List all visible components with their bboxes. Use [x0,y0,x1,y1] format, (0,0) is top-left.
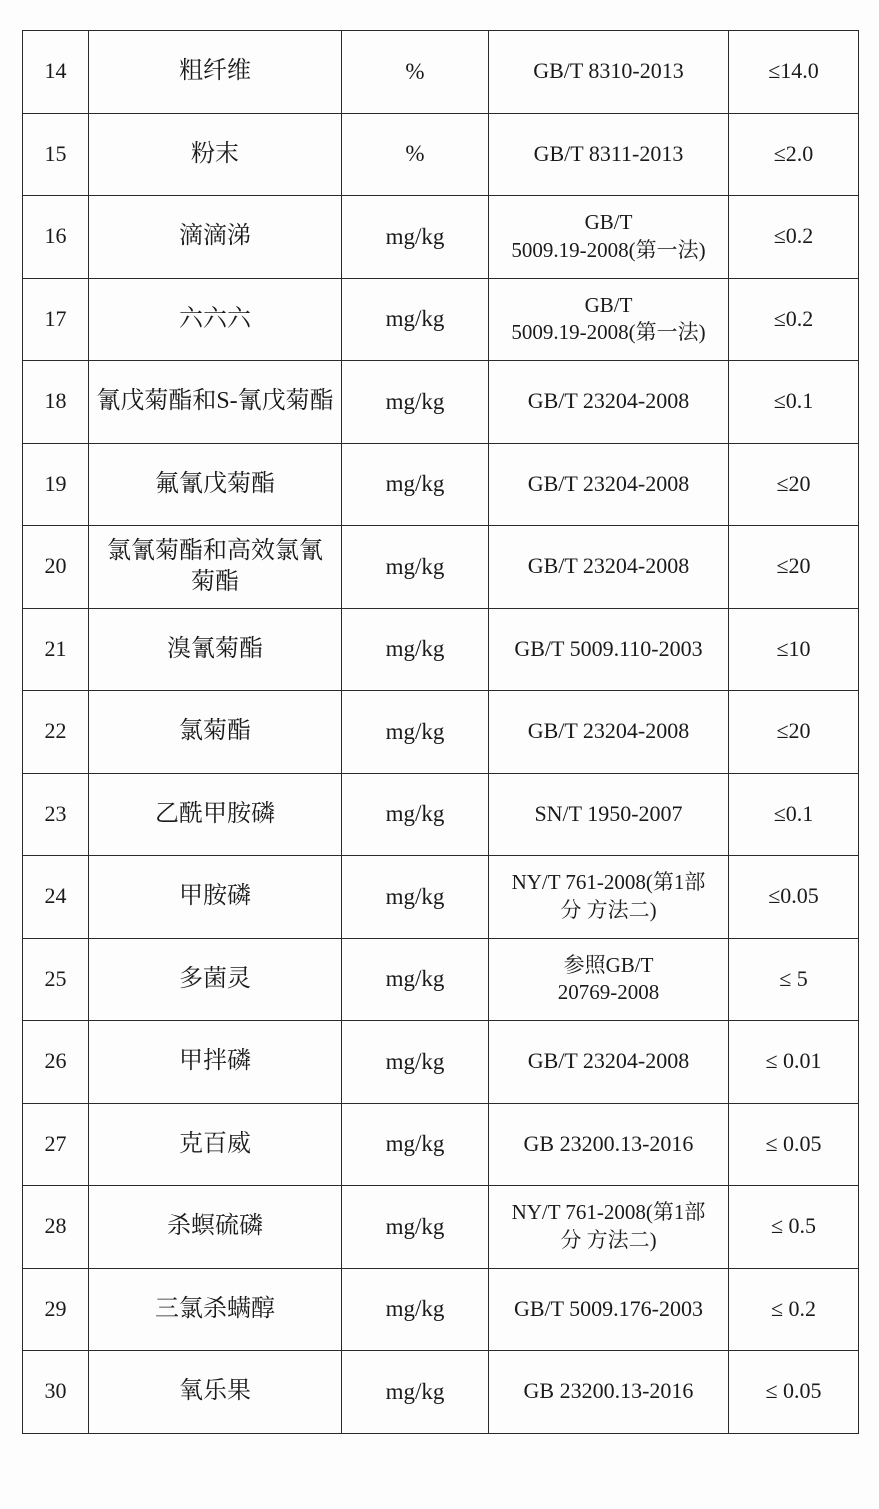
item-name: 氟氰戊菊酯 [89,443,342,526]
item-unit: mg/kg [342,773,489,856]
row-number: 17 [23,278,89,361]
item-name: 多菌灵 [89,938,342,1021]
table-row [23,773,859,856]
row-number: 23 [23,773,89,856]
test-method: GB 23200.13-2016 [489,1103,729,1186]
test-method: GB/T 23204-2008 [489,526,729,609]
limit-value: ≤ 0.01 [729,1021,859,1104]
table-body [23,31,859,1434]
table-row [23,31,859,114]
limit-value: ≤ 0.05 [729,1103,859,1186]
item-unit: mg/kg [342,1103,489,1186]
test-method: GB/T 8310-2013 [489,31,729,114]
limit-value: ≤10 [729,608,859,691]
limit-value: ≤ 5 [729,938,859,1021]
limit-value: ≤0.2 [729,278,859,361]
item-name: 滴滴涕 [89,196,342,279]
item-unit: mg/kg [342,691,489,774]
table-row [23,196,859,279]
item-unit: mg/kg [342,608,489,691]
row-number: 20 [23,526,89,609]
item-name: 氧乐果 [89,1351,342,1434]
item-unit: mg/kg [342,1186,489,1269]
row-number: 25 [23,938,89,1021]
test-method: GB/T 5009.110-2003 [489,608,729,691]
limit-value: ≤14.0 [729,31,859,114]
item-unit: mg/kg [342,856,489,939]
item-unit: mg/kg [342,278,489,361]
item-name: 克百威 [89,1103,342,1186]
limit-value: ≤20 [729,443,859,526]
item-unit: mg/kg [342,443,489,526]
table-row [23,1103,859,1186]
table-row [23,938,859,1021]
test-method: GB/T 23204-2008 [489,1021,729,1104]
limit-value: ≤20 [729,691,859,774]
test-method: GB/T 5009.176-2003 [489,1268,729,1351]
table-row [23,608,859,691]
row-number: 26 [23,1021,89,1104]
item-name: 氰戊菊酯和S-氰戊菊酯 [89,361,342,444]
table-row [23,1351,859,1434]
pesticide-limits-table-container [22,30,859,1434]
row-number: 14 [23,31,89,114]
item-unit: mg/kg [342,1351,489,1434]
row-number: 30 [23,1351,89,1434]
item-name: 氯氰菊酯和高效氯氰 菊酯 [89,526,342,609]
table-row [23,526,859,609]
row-number: 18 [23,361,89,444]
row-number: 22 [23,691,89,774]
limit-value: ≤ 0.2 [729,1268,859,1351]
item-unit: mg/kg [342,196,489,279]
row-number: 16 [23,196,89,279]
row-number: 15 [23,113,89,196]
test-method: NY/T 761-2008(第1部 分 方法二) [489,856,729,939]
item-unit: mg/kg [342,1021,489,1104]
limit-value: ≤2.0 [729,113,859,196]
test-method: SN/T 1950-2007 [489,773,729,856]
row-number: 19 [23,443,89,526]
table-row [23,361,859,444]
table-row [23,1021,859,1104]
item-unit: % [342,31,489,114]
item-name: 三氯杀螨醇 [89,1268,342,1351]
limit-value: ≤0.1 [729,773,859,856]
item-name: 甲拌磷 [89,1021,342,1104]
test-method: 参照GB/T 20769-2008 [489,938,729,1021]
item-name: 溴氰菊酯 [89,608,342,691]
table-row [23,856,859,939]
item-name: 杀螟硫磷 [89,1186,342,1269]
table-row [23,113,859,196]
row-number: 28 [23,1186,89,1269]
table-row [23,278,859,361]
item-name: 乙酰甲胺磷 [89,773,342,856]
item-unit: mg/kg [342,526,489,609]
test-method: GB/T 8311-2013 [489,113,729,196]
item-unit: mg/kg [342,1268,489,1351]
limit-value: ≤0.1 [729,361,859,444]
test-method: GB/T 5009.19-2008(第一法) [489,196,729,279]
table-row [23,1186,859,1269]
limit-value: ≤ 0.05 [729,1351,859,1434]
limit-value: ≤20 [729,526,859,609]
limit-value: ≤ 0.5 [729,1186,859,1269]
row-number: 21 [23,608,89,691]
limit-value: ≤0.2 [729,196,859,279]
item-name: 氯菊酯 [89,691,342,774]
test-method: GB/T 23204-2008 [489,691,729,774]
item-unit: % [342,113,489,196]
item-name: 甲胺磷 [89,856,342,939]
row-number: 29 [23,1268,89,1351]
pesticide-limits-table [22,30,859,1434]
row-number: 24 [23,856,89,939]
item-name: 六六六 [89,278,342,361]
test-method: GB/T 23204-2008 [489,361,729,444]
test-method: GB 23200.13-2016 [489,1351,729,1434]
limit-value: ≤0.05 [729,856,859,939]
item-name: 粗纤维 [89,31,342,114]
row-number: 27 [23,1103,89,1186]
test-method: NY/T 761-2008(第1部 分 方法二) [489,1186,729,1269]
table-row [23,691,859,774]
table-row [23,1268,859,1351]
table-row [23,443,859,526]
item-unit: mg/kg [342,938,489,1021]
test-method: GB/T 5009.19-2008(第一法) [489,278,729,361]
item-name: 粉末 [89,113,342,196]
test-method: GB/T 23204-2008 [489,443,729,526]
item-unit: mg/kg [342,361,489,444]
